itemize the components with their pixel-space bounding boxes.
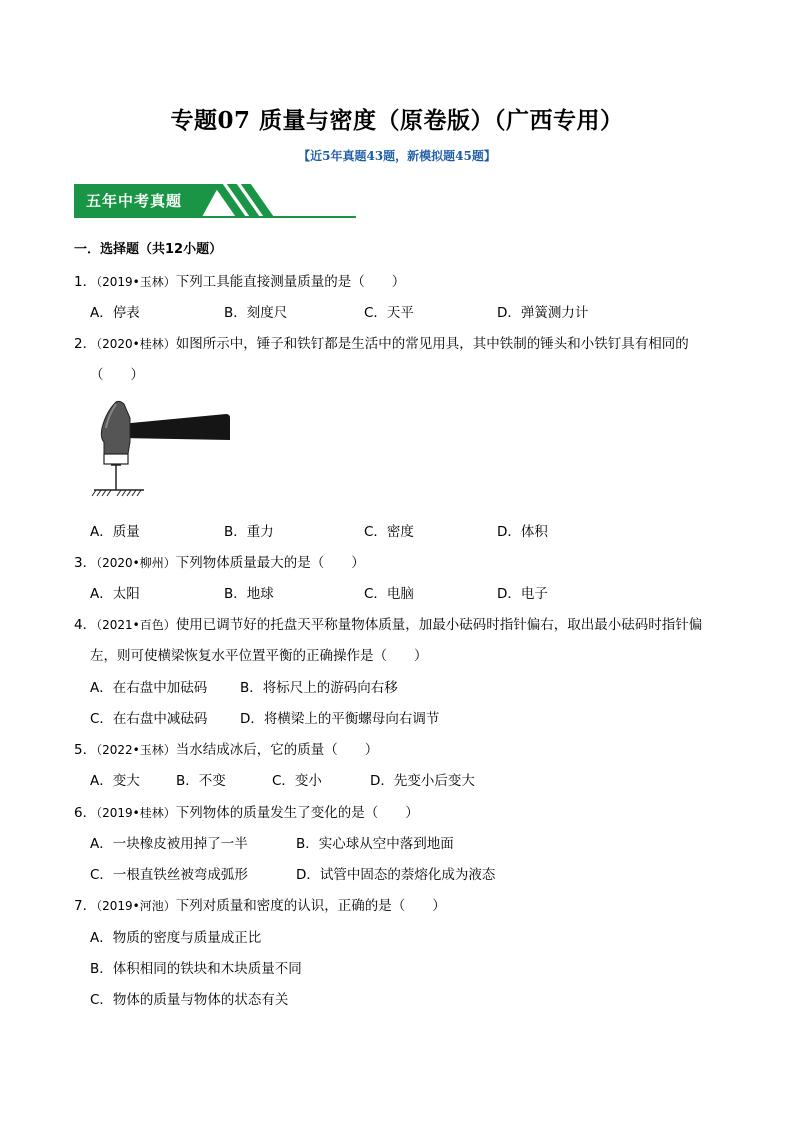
option-d: D．先变小后变大	[370, 773, 475, 789]
option-c: C．在右盘中减砝码	[90, 711, 208, 727]
option-a: A．变大	[90, 773, 140, 789]
question-4	[74, 613, 734, 633]
question-text: 下列物体的质量发生了变化的是（ ）	[175, 805, 419, 821]
question-5	[74, 738, 734, 758]
option-b: B．将标尺上的游码向右移	[240, 680, 398, 696]
question-7	[74, 894, 734, 914]
question-6	[74, 801, 734, 821]
question-source: （2019•河池）	[96, 899, 176, 913]
question-source: （2022•玉林）	[96, 743, 176, 757]
hammer-and-nail-icon	[90, 398, 240, 498]
question-source: （2019•玉林）	[96, 275, 176, 289]
option-d: D．电子	[497, 586, 548, 602]
question-text: 如图所示中，锤子和铁钉都是生活中的常见用具，其中铁制的锤头和小铁钉具有相同的	[175, 336, 689, 352]
option-c: C．物体的质量与物体的状态有关	[90, 992, 289, 1008]
option-a: A．停表	[90, 305, 140, 321]
option-b: B．不变	[176, 773, 226, 789]
option-b: B．刻度尺	[224, 305, 288, 321]
question-source: （2020•桂林）	[96, 337, 176, 351]
option-a: A．太阳	[90, 586, 140, 602]
option-c: C．一根直铁丝被弯成弧形	[90, 867, 248, 883]
question-number: 4．	[74, 617, 97, 633]
question-text: 使用已调节好的托盘天平称量物体质量，加最小砝码时指针偏右，取出最小砝码时指针偏	[175, 617, 703, 633]
option-d: D．试管中固态的萘熔化成为液态	[296, 867, 496, 883]
question-number: 7．	[74, 898, 97, 914]
question-3	[74, 551, 734, 571]
section-heading: 一．选择题（共12小题）	[74, 242, 223, 257]
option-b: B．重力	[224, 524, 274, 540]
option-b: B．地球	[224, 586, 274, 602]
option-b: B．体积相同的铁块和木块质量不同	[90, 961, 302, 977]
question-number: 5．	[74, 742, 97, 758]
question-1	[74, 270, 734, 290]
question-text-continued: 左，则可使横梁恢复水平位置平衡的正确操作是（ ）	[90, 648, 428, 664]
option-d: D．体积	[497, 524, 548, 540]
question-text: 下列物体质量最大的是（ ）	[175, 555, 365, 571]
page-title: 专题07 质量与密度（原卷版）（广西专用）	[170, 107, 624, 134]
question-text-continued: （ ）	[90, 367, 144, 383]
question-number: 3．	[74, 555, 97, 571]
option-d: D．将横梁上的平衡螺母向右调节	[240, 711, 440, 727]
option-c: C．天平	[364, 305, 414, 321]
page-subtitle: 【近5年真题43题，新模拟题45题】	[298, 149, 496, 163]
option-d: D．弹簧测力计	[497, 305, 589, 321]
option-c: C．电脑	[364, 586, 414, 602]
banner-label: 五年中考真题	[86, 192, 183, 210]
option-b: B．实心球从空中落到地面	[296, 836, 454, 852]
question-source: （2019•桂林）	[96, 806, 176, 820]
option-c: C．变小	[272, 773, 322, 789]
question-number: 2．	[74, 336, 97, 352]
question-text: 当水结成冰后，它的质量（ ）	[175, 742, 379, 758]
banner-underline	[74, 216, 356, 218]
question-source: （2020•柳州）	[96, 556, 176, 570]
option-a: A．物质的密度与质量成正比	[90, 930, 262, 946]
question-text: 下列对质量和密度的认识，正确的是（ ）	[175, 898, 446, 914]
section-banner	[74, 184, 356, 218]
option-a: A．在右盘中加砝码	[90, 680, 208, 696]
option-c: C．密度	[364, 524, 414, 540]
question-text: 下列工具能直接测量质量的是（ ）	[175, 274, 406, 290]
question-source: （2021•百色）	[96, 618, 176, 632]
option-a: A．一块橡皮被用掉了一半	[90, 836, 248, 852]
question-number: 1．	[74, 274, 97, 290]
option-a: A．质量	[90, 524, 140, 540]
question-2	[74, 332, 734, 352]
question-number: 6．	[74, 805, 97, 821]
